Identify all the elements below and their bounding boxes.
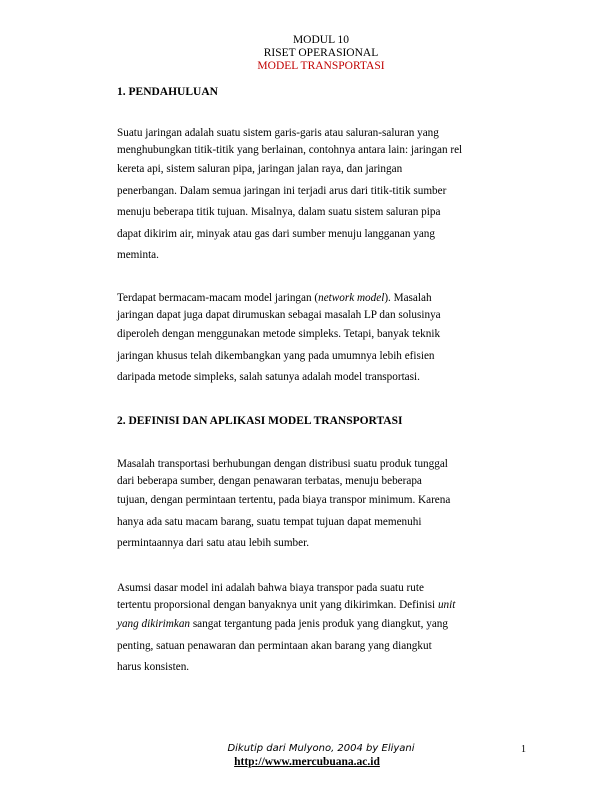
text-line: Masalah transportasi berhubungan dengan distribusi suatu produk tunggal [117, 458, 448, 470]
section-heading-definition: 2. DEFINISI DAN APLIKASI MODEL TRANSPORTASI [117, 415, 403, 427]
definition-paragraph-2 [117, 580, 497, 679]
text-line: hanya ada satu macam barang, suatu tempat tujuan dapat memenuhi [117, 515, 422, 528]
definition-paragraph-1 [117, 456, 497, 555]
text-line: jaringan dapat juga dapat dirumuskan sebagai masalah LP dan solusinya [117, 309, 441, 321]
text-line: permintaannya dari satu atau lebih sumber. [117, 537, 309, 549]
module-number: MODUL 10 [292, 34, 350, 46]
text-line: kereta api, sistem saluran pipa, jaringan jalan raya, dan jaringan [117, 163, 403, 175]
text-line: penting, satuan penawaran dan permintaan akan barang yang diangkut [117, 639, 432, 652]
intro-paragraph-2 [117, 290, 497, 389]
shipped-term: yang dikirimkan [117, 618, 191, 630]
chapter-title: MODEL TRANSPORTASI [257, 60, 385, 72]
text-line: dari beberapa sumber, dengan penawaran terbatas, menuju beberapa [117, 475, 422, 487]
course-title: RISET OPERASIONAL [263, 47, 379, 59]
text-line: jaringan khusus telah dikembangkan yang pada umumnya lebih efisien [117, 349, 435, 362]
text-line: diperoleh dengan menggunakan metode simpleks. Tetapi, banyak teknik [117, 328, 441, 340]
intro-paragraph-1 [117, 125, 497, 267]
text-line: meminta. [117, 249, 159, 261]
text-line: Suatu jaringan adalah suatu sistem garis-garis atau saluran-saluran yang [117, 127, 439, 139]
unit-term: unit [437, 599, 456, 611]
text-line: menuju beberapa titik tujuan. Misalnya, dalam suatu sistem saluran pipa [117, 206, 441, 218]
section-heading-introduction: 1. PENDAHULUAN [117, 86, 218, 98]
text-line: menghubungkan titik-titik yang berlainan, contohnya antara lain: jaringan rel [117, 144, 463, 156]
footer-citation: Dikutip dari Mulyono, 2004 by Eliyani [227, 743, 415, 754]
footer-website-link[interactable]: http://www.mercubuana.ac.id [234, 756, 380, 768]
text-line: penerbangan. Dalam semua jaringan ini terjadi arus dari titik-titik sumber [117, 184, 447, 197]
page-number: 1 [521, 744, 526, 755]
text-line: tujuan, dengan permintaan tertentu, pada biaya transpor minimum. Karena [117, 494, 451, 506]
network-model-term: network model [318, 292, 385, 304]
document-header [0, 34, 612, 73]
text-line: harus konsisten. [117, 661, 190, 673]
text-line: Asumsi dasar model ini adalah bahwa biaya transpor pada suatu rute [117, 582, 424, 594]
text-line: daripada metode simpleks, salah satunya adalah model transportasi. [117, 371, 420, 383]
text-line: Terdapat bermacam-macam model jaringan (network model). Masalah [117, 292, 432, 304]
text-line: yang dikirimkan sangat tergantung pada jenis produk yang diangkut, yang [117, 618, 448, 630]
text-line: tertentu proporsional dengan banyaknya unit yang dikirimkan. Definisi unit [117, 599, 456, 611]
text-line: dapat dikirim air, minyak atau gas dari sumber menuju langganan yang [117, 227, 435, 240]
